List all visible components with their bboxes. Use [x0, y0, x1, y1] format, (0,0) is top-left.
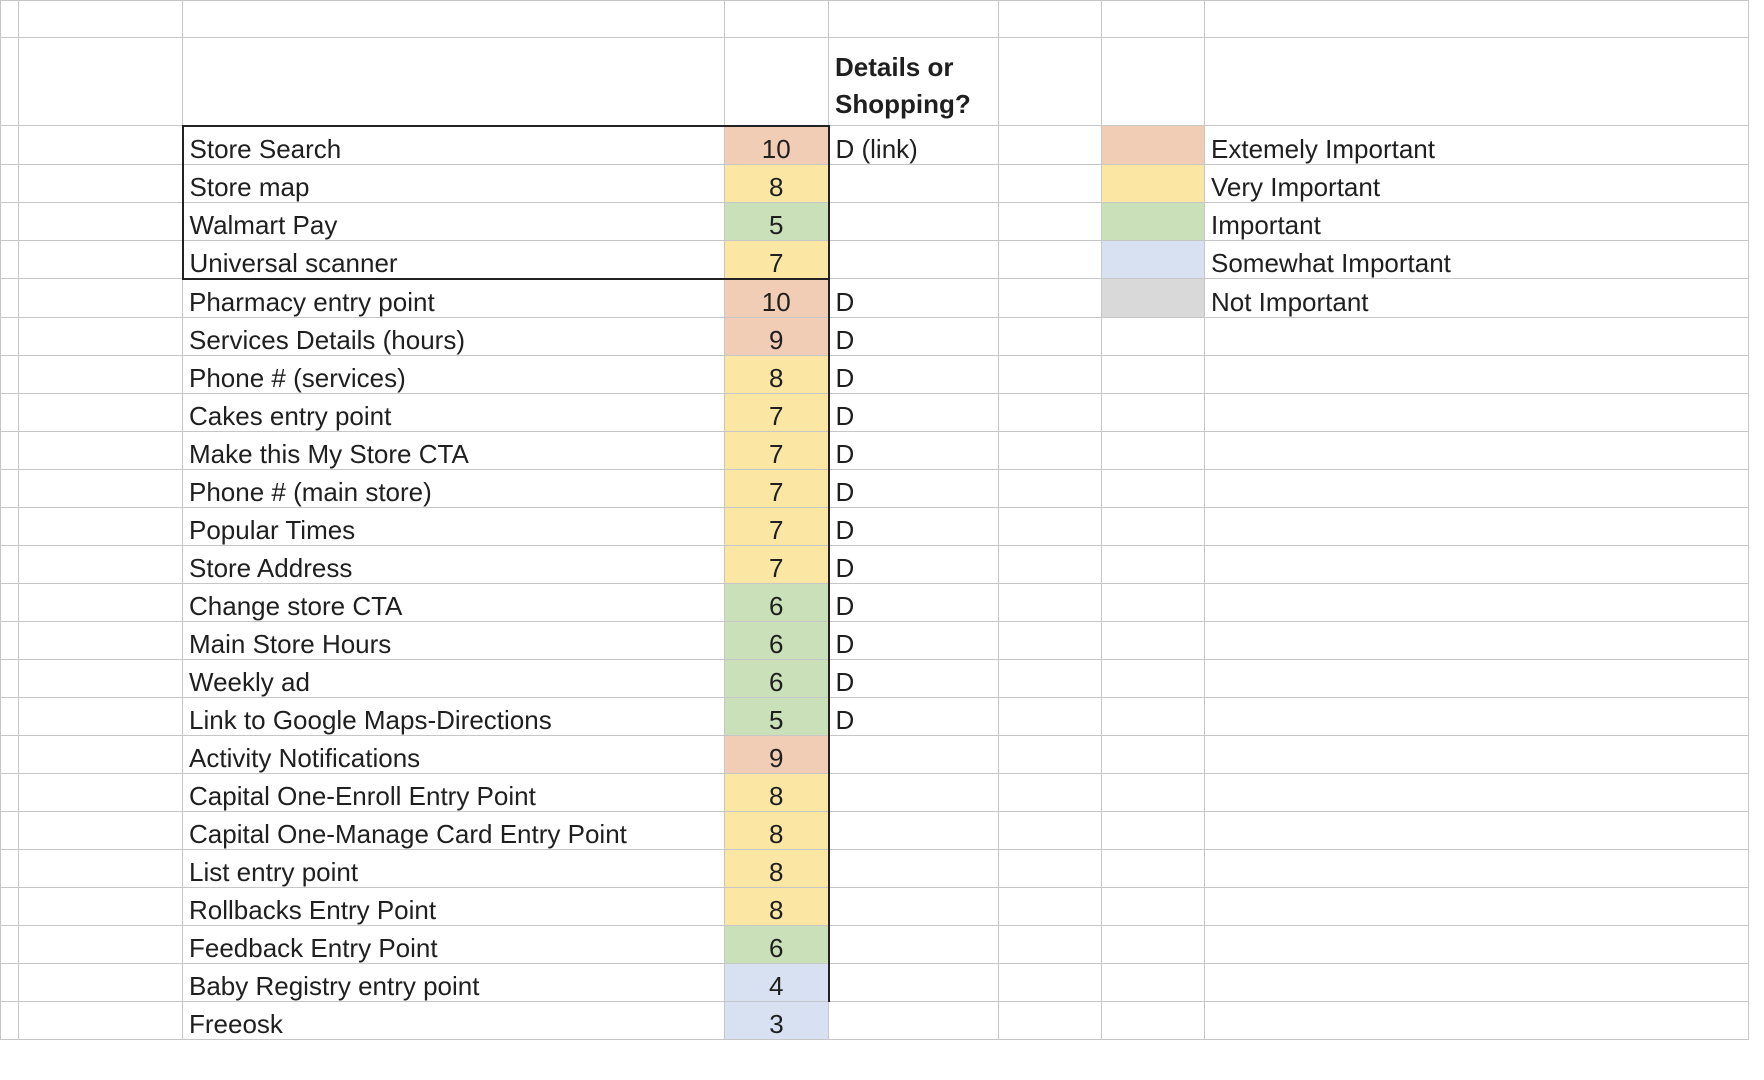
details-cell[interactable]: [829, 164, 999, 202]
cell[interactable]: [999, 925, 1102, 963]
cell[interactable]: [1102, 1, 1205, 38]
cell[interactable]: [1, 355, 19, 393]
importance-score-cell[interactable]: 9: [725, 735, 829, 773]
cell[interactable]: [19, 164, 183, 202]
cell[interactable]: [1102, 583, 1205, 621]
table-row: [1, 963, 1749, 1001]
feature-name-cell[interactable]: Universal scanner: [183, 240, 725, 279]
cell[interactable]: [999, 849, 1102, 887]
importance-score-cell[interactable]: 8: [725, 164, 829, 202]
table-row: [1, 659, 1749, 697]
feature-name-cell[interactable]: Cakes entry point: [183, 393, 725, 431]
cell[interactable]: [19, 849, 183, 887]
table-row: [1, 849, 1749, 887]
cell[interactable]: [999, 38, 1102, 126]
cell[interactable]: [19, 583, 183, 621]
cell[interactable]: [1102, 38, 1205, 126]
cell[interactable]: [999, 963, 1102, 1001]
cell[interactable]: [1, 697, 19, 735]
details-cell[interactable]: D: [829, 279, 999, 318]
feature-name-cell[interactable]: Rollbacks Entry Point: [183, 887, 725, 925]
cell[interactable]: [999, 279, 1102, 318]
legend-label: Somewhat Important: [1205, 240, 1749, 279]
cell[interactable]: [1, 773, 19, 811]
cell[interactable]: [725, 1, 829, 38]
details-cell[interactable]: D: [829, 507, 999, 545]
cell[interactable]: [999, 431, 1102, 469]
cell[interactable]: [1, 393, 19, 431]
details-cell[interactable]: [829, 887, 999, 925]
cell[interactable]: [999, 735, 1102, 773]
feature-name-cell[interactable]: Popular Times: [183, 507, 725, 545]
legend-swatch-not: [1102, 279, 1205, 318]
details-cell[interactable]: [829, 849, 999, 887]
table-row: [1, 164, 1749, 202]
legend-swatch-ext: [1102, 126, 1205, 165]
cell[interactable]: [1, 849, 19, 887]
feature-name-cell[interactable]: Activity Notifications: [183, 735, 725, 773]
cell[interactable]: [1102, 659, 1205, 697]
cell[interactable]: [19, 735, 183, 773]
cell[interactable]: [1, 240, 19, 279]
cell[interactable]: [1, 38, 19, 126]
cell[interactable]: [1102, 887, 1205, 925]
details-cell[interactable]: D: [829, 545, 999, 583]
header-row: [1, 38, 1749, 126]
cell[interactable]: [1205, 507, 1749, 545]
cell[interactable]: [1205, 431, 1749, 469]
cell[interactable]: [1102, 317, 1205, 355]
feature-name-cell[interactable]: Store Search: [183, 126, 725, 165]
feature-name-cell[interactable]: Make this My Store CTA: [183, 431, 725, 469]
cell[interactable]: [1102, 393, 1205, 431]
feature-name-cell[interactable]: Phone # (main store): [183, 469, 725, 507]
legend-swatch-imp: [1102, 202, 1205, 240]
details-cell[interactable]: D: [829, 431, 999, 469]
legend-label: Important: [1205, 202, 1749, 240]
cell[interactable]: [19, 38, 183, 126]
cell[interactable]: [1205, 1001, 1749, 1039]
cell[interactable]: [1, 164, 19, 202]
importance-score-cell[interactable]: 5: [725, 697, 829, 735]
cell[interactable]: [1102, 355, 1205, 393]
cell[interactable]: [1102, 773, 1205, 811]
cell[interactable]: [1205, 545, 1749, 583]
cell[interactable]: [19, 202, 183, 240]
cell[interactable]: [19, 697, 183, 735]
details-cell[interactable]: [829, 202, 999, 240]
table-row: [1, 887, 1749, 925]
cell[interactable]: [999, 583, 1102, 621]
importance-score-cell[interactable]: 5: [725, 202, 829, 240]
details-cell[interactable]: D: [829, 393, 999, 431]
table-row: [1, 469, 1749, 507]
cell[interactable]: [1102, 811, 1205, 849]
cell[interactable]: [999, 621, 1102, 659]
details-cell[interactable]: [829, 773, 999, 811]
feature-name-cell[interactable]: Store Address: [183, 545, 725, 583]
table-row: [1, 240, 1749, 279]
table-row: [1, 735, 1749, 773]
cell[interactable]: [1, 431, 19, 469]
importance-score-cell[interactable]: 8: [725, 887, 829, 925]
importance-score-cell[interactable]: 10: [725, 279, 829, 318]
cell[interactable]: [1102, 849, 1205, 887]
table-row: [1, 126, 1749, 165]
cell[interactable]: [19, 393, 183, 431]
feature-name-cell[interactable]: Change store CTA: [183, 583, 725, 621]
cell[interactable]: [19, 317, 183, 355]
cell[interactable]: [999, 202, 1102, 240]
cell[interactable]: [1, 735, 19, 773]
feature-name-cell[interactable]: Phone # (services): [183, 355, 725, 393]
cell[interactable]: [1205, 38, 1749, 126]
cell[interactable]: [999, 545, 1102, 583]
feature-name-cell[interactable]: Link to Google Maps-Directions: [183, 697, 725, 735]
feature-name-cell[interactable]: Capital One-Manage Card Entry Point: [183, 811, 725, 849]
table-row: [1, 317, 1749, 355]
cell[interactable]: [19, 355, 183, 393]
cell[interactable]: [1, 963, 19, 1001]
feature-name-cell[interactable]: Weekly ad: [183, 659, 725, 697]
cell[interactable]: [1205, 887, 1749, 925]
table-row: [1, 545, 1749, 583]
details-cell[interactable]: [829, 811, 999, 849]
importance-score-cell[interactable]: 7: [725, 545, 829, 583]
table-row: [1, 393, 1749, 431]
details-cell[interactable]: D: [829, 469, 999, 507]
feature-name-cell[interactable]: Freeosk: [183, 1001, 725, 1039]
table-row: [1, 279, 1749, 318]
cell[interactable]: [999, 469, 1102, 507]
cell[interactable]: [1, 1, 19, 38]
details-cell[interactable]: D: [829, 355, 999, 393]
cell[interactable]: [1102, 963, 1205, 1001]
cell[interactable]: [1205, 811, 1749, 849]
importance-score-cell[interactable]: 7: [725, 469, 829, 507]
cell[interactable]: [1, 887, 19, 925]
cell[interactable]: [829, 1, 999, 38]
cell[interactable]: [1205, 583, 1749, 621]
feature-name-cell[interactable]: Store map: [183, 164, 725, 202]
details-column-header[interactable]: Details or Shopping?: [829, 38, 999, 126]
legend-label: Not Important: [1205, 279, 1749, 318]
cell[interactable]: [999, 1, 1102, 38]
cell[interactable]: [19, 279, 183, 318]
details-cell[interactable]: D: [829, 659, 999, 697]
cell[interactable]: [1102, 697, 1205, 735]
table-row: [1, 431, 1749, 469]
cell[interactable]: [1205, 393, 1749, 431]
table-row: [1, 925, 1749, 963]
cell[interactable]: [1205, 621, 1749, 659]
feature-name-cell[interactable]: Baby Registry entry point: [183, 963, 725, 1001]
cell[interactable]: [1, 1001, 19, 1039]
cell[interactable]: [1205, 773, 1749, 811]
cell[interactable]: [999, 659, 1102, 697]
cell[interactable]: [1, 925, 19, 963]
cell[interactable]: [725, 38, 829, 126]
cell[interactable]: [999, 126, 1102, 165]
cell[interactable]: [19, 240, 183, 279]
details-cell[interactable]: D: [829, 697, 999, 735]
details-cell[interactable]: [829, 925, 999, 963]
cell[interactable]: [999, 887, 1102, 925]
cell[interactable]: [19, 621, 183, 659]
cell[interactable]: [19, 811, 183, 849]
cell[interactable]: [19, 507, 183, 545]
cell[interactable]: [999, 507, 1102, 545]
table-row: [1, 507, 1749, 545]
table-row: [1, 621, 1749, 659]
cell[interactable]: [1205, 469, 1749, 507]
cell[interactable]: [1102, 431, 1205, 469]
importance-score-cell[interactable]: 10: [725, 126, 829, 165]
cell[interactable]: [1102, 469, 1205, 507]
importance-score-cell[interactable]: 7: [725, 507, 829, 545]
importance-score-cell[interactable]: 8: [725, 355, 829, 393]
cell[interactable]: [1, 126, 19, 165]
importance-score-cell[interactable]: 7: [725, 393, 829, 431]
cell[interactable]: [1205, 849, 1749, 887]
table-row: [1, 1, 1749, 38]
cell[interactable]: [1, 545, 19, 583]
table-row: [1, 355, 1749, 393]
cell[interactable]: [999, 811, 1102, 849]
importance-score-cell[interactable]: 6: [725, 659, 829, 697]
importance-score-cell[interactable]: 6: [725, 925, 829, 963]
cell[interactable]: [1102, 1001, 1205, 1039]
cell[interactable]: [19, 659, 183, 697]
cell[interactable]: [999, 355, 1102, 393]
cell[interactable]: [999, 317, 1102, 355]
legend-swatch-some: [1102, 240, 1205, 279]
importance-score-cell[interactable]: 6: [725, 621, 829, 659]
table-row: [1, 202, 1749, 240]
importance-score-cell[interactable]: 8: [725, 849, 829, 887]
table-row: [1, 773, 1749, 811]
cell[interactable]: [1205, 355, 1749, 393]
legend-swatch-very: [1102, 164, 1205, 202]
cell[interactable]: [1102, 545, 1205, 583]
cell[interactable]: [19, 1001, 183, 1039]
details-cell[interactable]: [829, 963, 999, 1001]
importance-score-cell[interactable]: 8: [725, 811, 829, 849]
table-row: [1, 1001, 1749, 1039]
importance-score-cell[interactable]: 4: [725, 963, 829, 1001]
cell[interactable]: [1, 659, 19, 697]
cell[interactable]: [1205, 659, 1749, 697]
cell[interactable]: [1, 317, 19, 355]
cell[interactable]: [1, 469, 19, 507]
cell[interactable]: [183, 38, 725, 126]
cell[interactable]: [19, 545, 183, 583]
table-row: [1, 583, 1749, 621]
cell[interactable]: [1102, 507, 1205, 545]
cell[interactable]: [1205, 735, 1749, 773]
cell[interactable]: [19, 469, 183, 507]
cell[interactable]: [999, 773, 1102, 811]
details-cell[interactable]: D (link): [829, 126, 999, 165]
cell[interactable]: [999, 164, 1102, 202]
details-cell[interactable]: [829, 1001, 999, 1039]
cell[interactable]: [1102, 925, 1205, 963]
cell[interactable]: [1, 507, 19, 545]
table-row: [1, 697, 1749, 735]
cell[interactable]: [19, 126, 183, 165]
cell[interactable]: [19, 887, 183, 925]
cell[interactable]: [1102, 621, 1205, 659]
cell[interactable]: [999, 393, 1102, 431]
cell[interactable]: [999, 697, 1102, 735]
cell[interactable]: [999, 240, 1102, 279]
feature-name-cell[interactable]: Walmart Pay: [183, 202, 725, 240]
details-cell[interactable]: [829, 240, 999, 279]
cell[interactable]: [1102, 735, 1205, 773]
cell[interactable]: [1205, 317, 1749, 355]
cell[interactable]: [1, 279, 19, 318]
cell[interactable]: [999, 1001, 1102, 1039]
importance-score-cell[interactable]: 6: [725, 583, 829, 621]
cell[interactable]: [1205, 925, 1749, 963]
feature-name-cell[interactable]: List entry point: [183, 849, 725, 887]
importance-score-cell[interactable]: 3: [725, 1001, 829, 1039]
cell[interactable]: [19, 925, 183, 963]
feature-name-cell[interactable]: Pharmacy entry point: [183, 279, 725, 318]
feature-name-cell[interactable]: Feedback Entry Point: [183, 925, 725, 963]
table-row: [1, 811, 1749, 849]
cell[interactable]: [1205, 1, 1749, 38]
feature-name-cell[interactable]: Services Details (hours): [183, 317, 725, 355]
cell[interactable]: [19, 963, 183, 1001]
details-cell[interactable]: [829, 735, 999, 773]
cell[interactable]: [19, 431, 183, 469]
cell[interactable]: [1205, 697, 1749, 735]
cell[interactable]: [1, 202, 19, 240]
legend-label: Very Important: [1205, 164, 1749, 202]
cell[interactable]: [19, 1, 183, 38]
cell[interactable]: [183, 1, 725, 38]
cell[interactable]: [1, 811, 19, 849]
feature-name-cell[interactable]: Capital One-Enroll Entry Point: [183, 773, 725, 811]
feature-name-cell[interactable]: Main Store Hours: [183, 621, 725, 659]
importance-score-cell[interactable]: 8: [725, 773, 829, 811]
legend-label: Extemely Important: [1205, 126, 1749, 165]
details-cell[interactable]: D: [829, 317, 999, 355]
cell[interactable]: [1, 583, 19, 621]
details-cell[interactable]: D: [829, 583, 999, 621]
details-cell[interactable]: D: [829, 621, 999, 659]
cell[interactable]: [19, 773, 183, 811]
cell[interactable]: [1, 621, 19, 659]
importance-score-cell[interactable]: 7: [725, 240, 829, 279]
cell[interactable]: [1205, 963, 1749, 1001]
importance-score-cell[interactable]: 9: [725, 317, 829, 355]
importance-score-cell[interactable]: 7: [725, 431, 829, 469]
